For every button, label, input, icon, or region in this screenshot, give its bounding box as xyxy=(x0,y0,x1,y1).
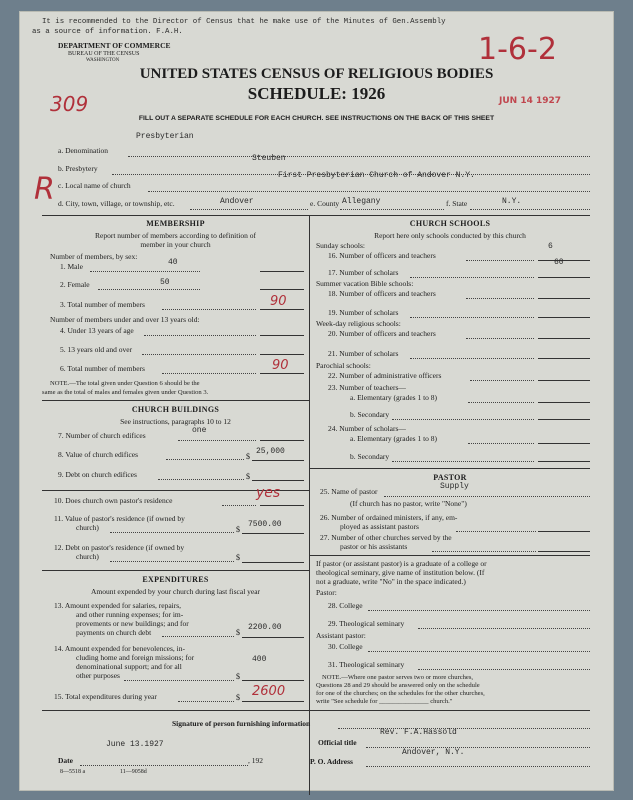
city-name: WASHINGTON xyxy=(86,58,120,63)
total2-label: 6. Total number of members xyxy=(60,364,145,373)
q8-label: 8. Value of church edifices xyxy=(58,450,139,459)
q25-sub: (If church has no pastor, write "None") xyxy=(350,499,467,508)
church-name-value: First Presbyterian Church of Andover N.Y. xyxy=(278,171,475,180)
total-members-label: 3. Total number of members xyxy=(60,300,145,309)
handwritten-number: 309 xyxy=(50,92,89,116)
membership-intro2: member in your church xyxy=(140,240,211,249)
under13-label: 4. Under 13 years of age xyxy=(60,326,134,335)
q23-label: 23. Number of teachers— xyxy=(328,383,406,392)
q24-elementary-label: a. Elementary (grades 1 to 8) xyxy=(350,434,438,443)
local-name-label: c. Local name of church xyxy=(58,181,131,190)
sex-label: Number of members, by sex: xyxy=(50,252,138,261)
q17-value: 60 xyxy=(554,258,564,267)
female-label: 2. Female xyxy=(60,280,90,289)
q10-label: 10. Does church own pastor's residence xyxy=(54,496,173,505)
q22-label: 22. Number of administrative officers xyxy=(328,371,442,380)
graduate-note2: theological seminary, give name of institution below. (If xyxy=(316,568,485,577)
q18-label: 18. Number of officers and teachers xyxy=(328,289,436,298)
form-title: UNITED STATES CENSUS OF RELIGIOUS BODIES xyxy=(139,66,494,82)
expenditures-heading: EXPENDITURES xyxy=(142,575,209,584)
q26-label-a: 26. Number of ordained ministers, if any, em- xyxy=(320,513,458,522)
print-number: 11—9058d xyxy=(120,769,147,775)
weekday-label: Week-day religious schools: xyxy=(316,319,401,328)
q15-value: 2600 xyxy=(252,684,286,699)
sunday-label: Sunday schools: xyxy=(316,241,365,250)
city-value: Andover xyxy=(220,197,254,206)
q25-label: 25. Name of pastor xyxy=(320,487,378,496)
q25-value: Supply xyxy=(440,482,469,491)
schedule-title: SCHEDULE: 1926 xyxy=(247,84,386,103)
denomination-value: Presbyterian xyxy=(136,132,194,141)
instruction-line: FILL OUT A SEPARATE SCHEDULE FOR EACH CHURCH. SEE INSTRUCTIONS ON THE BACK OF THIS SHEET xyxy=(138,115,495,122)
q23-secondary-label: b. Secondary xyxy=(350,410,390,419)
year-prefix: , 192 xyxy=(248,756,263,765)
q13-line4: payments on church debt xyxy=(76,628,152,637)
q9-dollar: $ xyxy=(246,472,250,481)
q14-line4: other purposes xyxy=(76,671,120,680)
q11-label-b: church) xyxy=(76,523,99,532)
q27-label-a: 27. Number of other churches served by the xyxy=(320,533,452,542)
schools-sub: Report here only schools conducted by this church xyxy=(374,231,526,240)
q14-line3: denominational support; and for all xyxy=(76,662,182,671)
q14-line2: cluding home and foreign missions; for xyxy=(76,653,195,662)
pastor-sub-label: Pastor: xyxy=(316,588,337,597)
q14-value: 400 xyxy=(252,655,267,664)
male-value: 40 xyxy=(168,258,178,267)
membership-note2: same as the total of males and females given under Question 3. xyxy=(42,389,209,396)
department-name: DEPARTMENT OF COMMERCE xyxy=(58,41,171,50)
q13-line1: 13. Amount expended for salaries, repairs, xyxy=(54,601,182,610)
date-label: Date xyxy=(58,756,73,765)
q9-label: 9. Debt on church edifices xyxy=(58,470,137,479)
po-address-value: Andover, N.Y. xyxy=(402,748,465,757)
q21-label: 21. Number of scholars xyxy=(328,349,399,358)
q11-value: 7500.00 xyxy=(248,520,282,529)
received-date-stamp: JUN 14 1927 xyxy=(499,96,562,106)
census-form-sheet xyxy=(20,12,613,790)
q15-dollar: $ xyxy=(236,693,240,702)
summer-label: Summer vacation Bible schools: xyxy=(316,279,414,288)
q26-label-b: ployed as assistant pastors xyxy=(340,522,419,531)
q16-label: 16. Number of officers and teachers xyxy=(328,251,436,260)
total-members-value: 90 xyxy=(270,294,287,309)
county-value: Allegany xyxy=(342,197,381,206)
q24-secondary-label: b. Secondary xyxy=(350,452,390,461)
q28-label: 28. College xyxy=(328,601,363,610)
q8-value: 25,000 xyxy=(256,447,285,456)
membership-intro1: Report number of members according to definition of xyxy=(95,231,256,240)
assistant-pastor-label: Assistant pastor: xyxy=(316,631,366,640)
q23-elementary-label: a. Elementary (grades 1 to 8) xyxy=(350,393,438,402)
state-label: f. State xyxy=(446,199,468,208)
male-label: 1. Male xyxy=(60,262,83,271)
margin-mark: R xyxy=(34,172,55,207)
pastor-heading: PASTOR xyxy=(433,473,467,482)
q14-dollar: $ xyxy=(236,672,240,681)
state-value: N.Y. xyxy=(502,197,522,206)
q12-dollar: $ xyxy=(236,553,240,562)
typed-note-line2: as a source of information. F.A.H. xyxy=(32,28,183,36)
q20-label: 20. Number of officers and teachers xyxy=(328,329,436,338)
pastor-note3: for one of the churches; on the schedules for the other churches, xyxy=(316,690,485,697)
pastor-note2: Questions 28 and 29 should be answered only on the schedule xyxy=(316,682,480,689)
signature-label: Signature of person furnishing information xyxy=(172,719,311,728)
q30-label: 30. College xyxy=(328,642,363,651)
q13-value: 2200.00 xyxy=(248,623,282,632)
q31-label: 31. Theological seminary xyxy=(328,660,405,669)
buildings-heading: CHURCH BUILDINGS xyxy=(131,405,220,414)
q14-line1: 14. Amount expended for benevolences, in- xyxy=(54,644,186,653)
q7-value: one xyxy=(192,426,207,435)
official-title-label: Official title xyxy=(318,738,357,747)
handwritten-code: 1-6-2 xyxy=(478,32,557,67)
over13-label: 5. 13 years old and over xyxy=(60,345,133,354)
membership-note1: NOTE.—The total given under Question 6 should be the xyxy=(50,380,200,387)
female-value: 50 xyxy=(160,278,170,287)
county-label: e. County xyxy=(310,199,340,208)
pastor-note1: NOTE.—Where one pastor serves two or more churches, xyxy=(322,674,474,681)
presbytery-label: b. Presbytery xyxy=(58,164,98,173)
q17-label: 17. Number of scholars xyxy=(328,268,399,277)
typed-note-line1: It is recommended to the Director of Census that he make use of the Minutes of Gen.Assembly xyxy=(42,18,446,26)
buildings-sub: See instructions, paragraphs 10 to 12 xyxy=(120,417,231,426)
q10-value: yes xyxy=(256,485,281,501)
q16-value: 6 xyxy=(548,242,553,251)
form-number: 8—5518 a xyxy=(60,769,86,775)
q12-label-a: 12. Debt on pastor's residence (if owned by xyxy=(54,543,185,552)
q27-label-b: pastor or his assistants xyxy=(340,542,408,551)
q29-label: 29. Theological seminary xyxy=(328,619,405,628)
q19-label: 19. Number of scholars xyxy=(328,308,399,317)
q13-line3: provements or new buildings; and for xyxy=(76,619,189,628)
q11-dollar: $ xyxy=(236,525,240,534)
q13-dollar: $ xyxy=(236,628,240,637)
signature-value: Rev. F.A.Hassold xyxy=(380,728,457,737)
presbytery-value: Steuben xyxy=(252,154,286,163)
q11-label-a: 11. Value of pastor's residence (if owned by xyxy=(54,514,185,523)
q12-label-b: church) xyxy=(76,552,99,561)
denomination-label: a. Denomination xyxy=(58,146,108,155)
pastor-note4: write "See schedule for _______________ church." xyxy=(316,698,453,705)
q13-line2: and other running expenses; for im- xyxy=(76,610,184,619)
parochial-label: Parochial schools: xyxy=(316,361,371,370)
schools-heading: CHURCH SCHOOLS xyxy=(409,219,491,228)
city-label: d. City, town, village, or township, etc. xyxy=(58,199,175,208)
total2-value: 90 xyxy=(272,358,289,373)
age-label: Number of members under and over 13 years old: xyxy=(50,315,200,324)
q7-label: 7. Number of church edifices xyxy=(58,431,146,440)
membership-heading: MEMBERSHIP xyxy=(146,219,205,228)
expenditures-sub: Amount expended by your church during last fiscal year xyxy=(90,587,261,596)
po-address-label: P. O. Address xyxy=(310,757,353,766)
graduate-note1: If pastor (or assistant pastor) is a graduate of a college or xyxy=(316,559,487,568)
q8-dollar: $ xyxy=(246,452,250,461)
bureau-name: BUREAU OF THE CENSUS xyxy=(68,51,140,57)
date-value: June 13.1927 xyxy=(106,740,164,749)
q15-label: 15. Total expenditures during year xyxy=(54,692,157,701)
graduate-note3: not a graduate, write "No" in the space indicated.) xyxy=(316,577,466,586)
q24-label: 24. Number of scholars— xyxy=(328,424,406,433)
